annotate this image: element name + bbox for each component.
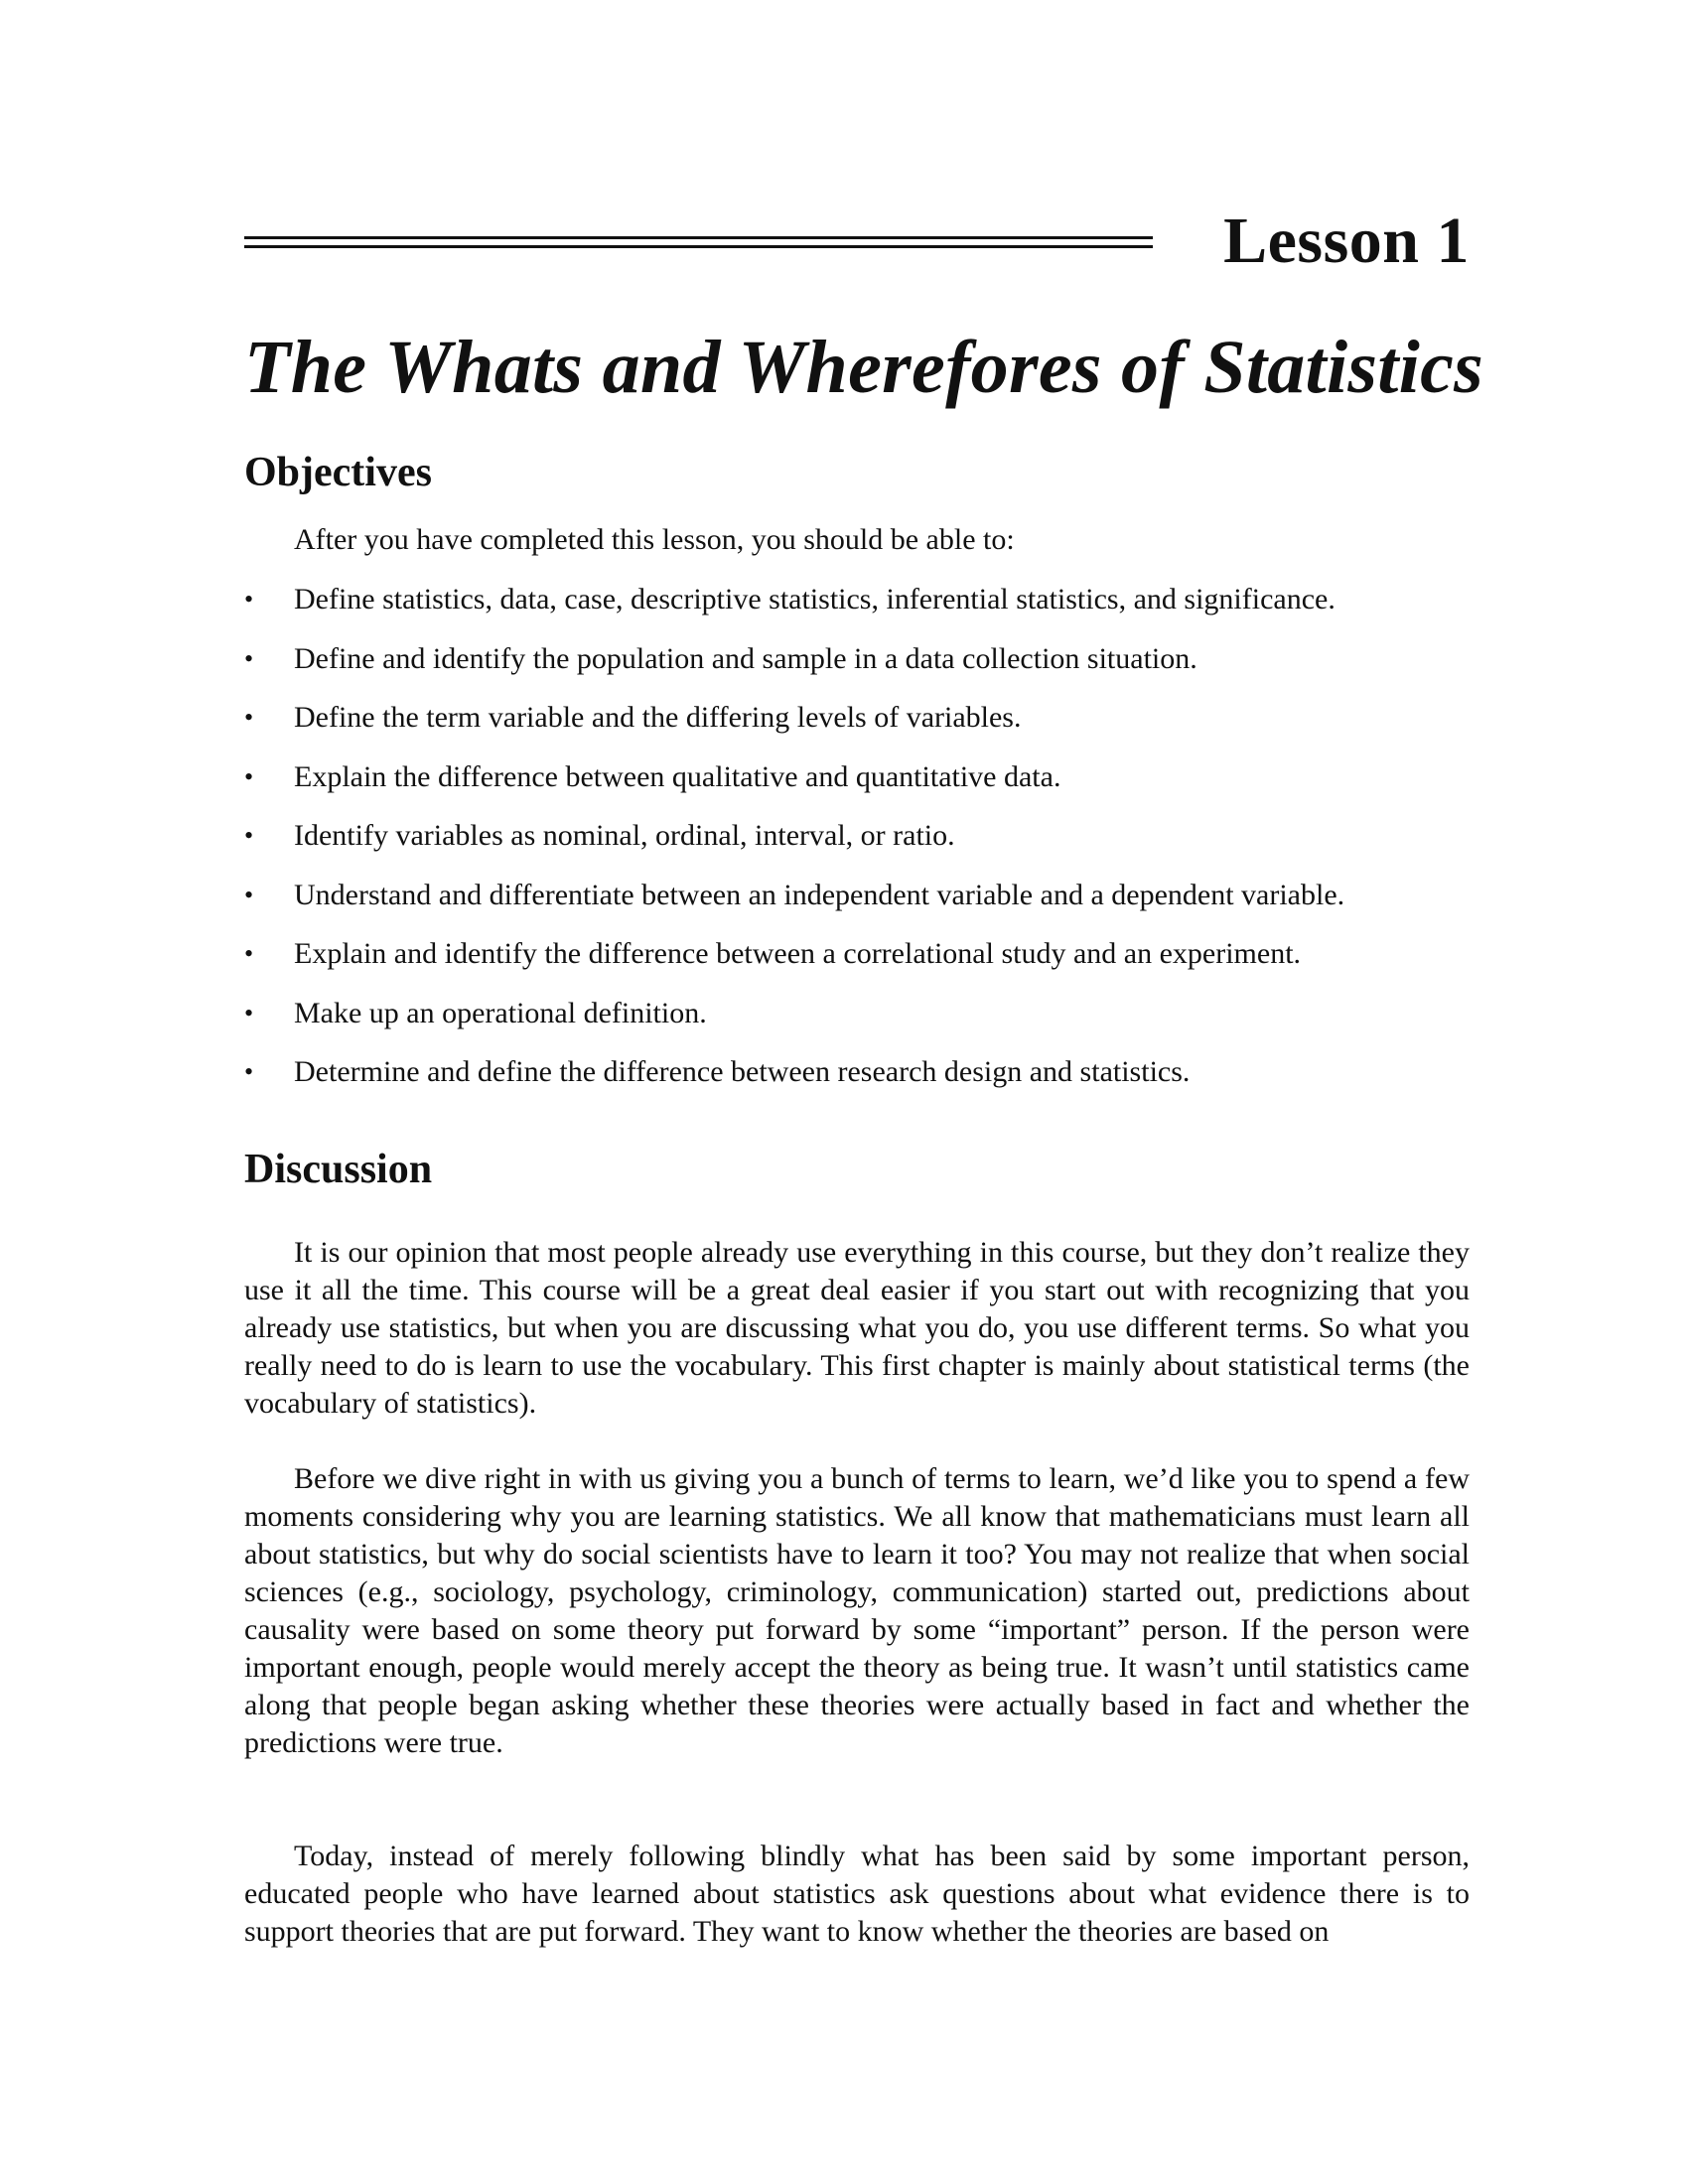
objective-item xyxy=(244,1050,1485,1110)
bullet-icon: • xyxy=(244,703,254,732)
discussion-paragraph: It is our opinion that most people already use everything in this course, but they don’t realize they use it all the time. This course will be a great deal easier if you start out with recognizing that you already use statistics, but when you are discussing what you do, you use different terms. So what you really need to do is learn to use the vocabulary. This first chapter is mainly about statistical terms (the vocabulary of statistics). xyxy=(244,1236,1470,1420)
lesson-label: Lesson 1 xyxy=(1223,205,1470,277)
objective-item xyxy=(244,578,1485,637)
objective-text: Understand and differentiate between an independent variable and a dependent variable. xyxy=(294,878,1345,911)
objective-text: Identify variables as nominal, ordinal, interval, or ratio. xyxy=(294,819,955,852)
bullet-icon: • xyxy=(244,585,254,614)
objective-text: Define the term variable and the differing levels of variables. xyxy=(294,701,1022,734)
objective-text: Define statistics, data, case, descriptive statistics, inferential statistics, and significance. xyxy=(294,583,1336,615)
bullet-icon: • xyxy=(244,643,254,673)
objective-item xyxy=(244,874,1485,933)
objective-item xyxy=(244,637,1485,697)
objective-item xyxy=(244,992,1485,1051)
objective-text: Make up an operational definition. xyxy=(294,996,707,1029)
lesson-header xyxy=(244,197,1470,286)
objective-item xyxy=(244,932,1485,992)
bullet-icon: • xyxy=(244,880,254,909)
discussion-paragraph: Before we dive right in with us giving you a bunch of terms to learn, we’d like you to spend a few moments considering why you are learning statistics. We all know that mathematicians must learn all about statistics, but why do social scientists have to learn it too? You may not realize that when social sciences (e.g., sociology, psychology, criminology, communication) started out, predictions about causality were based on some theory put forward by some “important” person. If the person were important enough, people would merely accept the theory as being true. It wasn’t until statistics came along that people began asking whether these theories were actually based in fact and whether the predictions were true. xyxy=(244,1462,1470,1759)
objectives-heading: Objectives xyxy=(244,450,432,495)
discussion-heading: Discussion xyxy=(244,1147,433,1192)
double-rule xyxy=(244,236,1153,248)
bullet-icon: • xyxy=(244,1057,254,1086)
objective-item xyxy=(244,755,1485,815)
objective-text: Determine and define the difference between research design and statistics. xyxy=(294,1055,1191,1088)
objective-text: Explain the difference between qualitative and quantitative data. xyxy=(294,759,1061,793)
objective-text: Define and identify the population and sample in a data collection situation. xyxy=(294,641,1197,675)
objective-item xyxy=(244,696,1485,755)
bullet-icon: • xyxy=(244,761,254,791)
objective-text: Explain and identify the difference between a correlational study and an experiment. xyxy=(294,937,1302,970)
objectives-list xyxy=(244,578,1485,1110)
bullet-icon: • xyxy=(244,998,254,1027)
objective-item xyxy=(244,814,1485,874)
bullet-icon: • xyxy=(244,821,254,850)
chapter-title: The Whats and Wherefores of Statistics xyxy=(244,326,1483,409)
bullet-icon: • xyxy=(244,939,254,968)
objectives-intro: After you have completed this lesson, you should be able to: xyxy=(294,523,1015,556)
discussion-paragraph: Today, instead of merely following blindly what has been said by some important person, educated people who have learned about statistics ask questions about what evidence there is to support theories that are put forward. They want to know whether the theories are based on xyxy=(244,1840,1470,1948)
